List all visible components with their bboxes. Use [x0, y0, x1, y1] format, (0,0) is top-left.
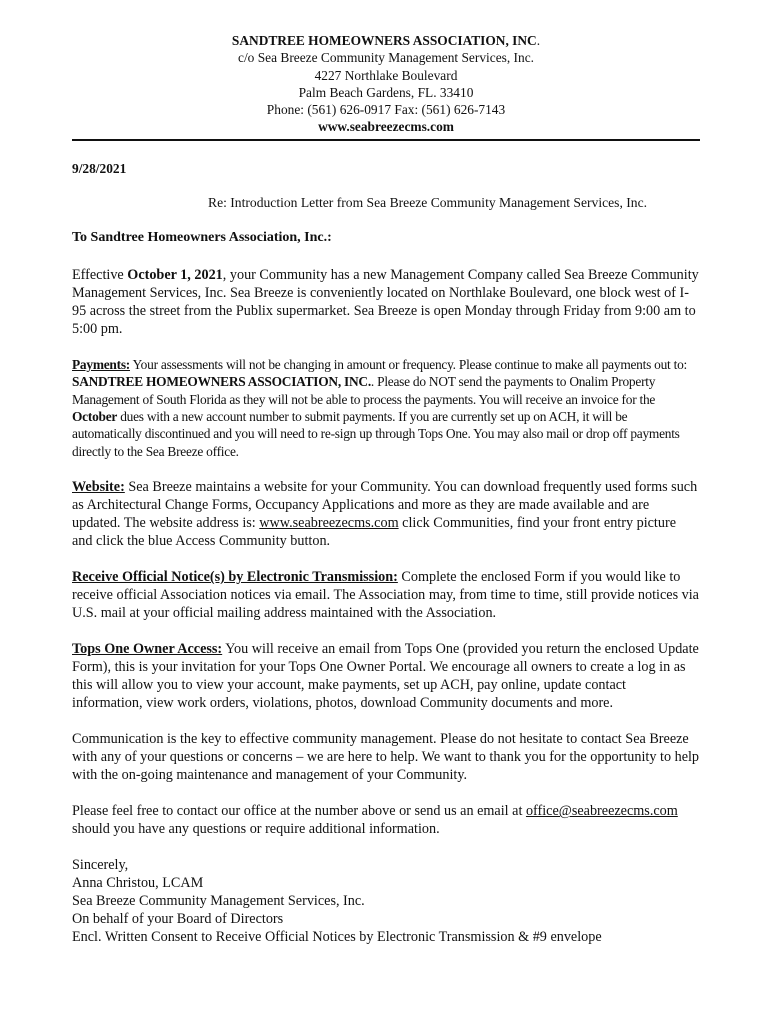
intro-text-1: Effective: [72, 266, 128, 283]
electronic-notice-text: Complete the enclosed Form if you would like to receive official Association notices via email. The Association may, from time to time, still provide notices via U.S. mail at your official mailing address maintained with the Association.: [72, 569, 699, 622]
letter-date: 9/28/2021: [72, 160, 127, 176]
payments-text-3: dues with a new account number to submit payments. If you are currently set up on ACH, it will be automatically discontinued and you will need to re-sign up through Tops One. You may also mail or drop off payments directly to the Sea Breeze office.: [72, 409, 680, 459]
contact-paragraph: [72, 802, 700, 838]
dues-month: October: [72, 409, 118, 424]
communication-paragraph: Communication is the key to effective community management. Please do not hesitate to contact Sea Breeze with any of your questions or concerns – we are here to help. We want to thank you for the opportunity to help with the on-going maintenance and management of your Community.: [72, 731, 700, 784]
street-address: 4227 Northlake Boulevard: [314, 67, 458, 83]
effective-date: October 1, 2021: [127, 266, 223, 283]
tops-one-paragraph: [72, 640, 700, 712]
association-name-period: .: [536, 33, 541, 48]
intro-text-2: , your Community has a new Management Company called Sea Breeze Community Management Services, Inc. Sea Breeze is conveniently located on Northlake Boulevard, one block west of I-95 across the street from the Publix supermarket. Sea Breeze is open Monday through Friday from 9:00 am to 5:00 pm.: [72, 266, 699, 337]
contact-text-1: Please feel free to contact our office at the number above or send us an email at: [72, 803, 526, 820]
phone-fax: Phone: (561) 626-0917 Fax: (561) 626-7143: [266, 102, 506, 118]
letter-closing: [72, 856, 700, 946]
electronic-notice-heading: Receive Official Notice(s) by Electronic Transmission:: [72, 569, 398, 586]
electronic-notice-paragraph: [72, 568, 700, 622]
office-email-link[interactable]: office@seabreezecms.com: [525, 803, 678, 820]
signer-name: Anna Christou, LCAM: [72, 875, 204, 892]
payments-paragraph: [72, 356, 700, 460]
letterhead: [72, 32, 700, 136]
care-of-line: c/o Sea Breeze Community Management Services, Inc.: [238, 50, 534, 66]
on-behalf-line: On behalf of your Board of Directors: [72, 911, 284, 928]
website-text-2: click Communities, find your front entry picture and click the blue Access Community button.: [72, 515, 676, 550]
intro-paragraph: [72, 266, 700, 338]
enclosures-line: Encl. Written Consent to Receive Official Notices by Electronic Transmission & #9 envelope: [72, 929, 602, 946]
payments-text-2: . Please do NOT send the payments to Onalim Property Management of South Florida as they will not be able to process the payments. You will receive an invoice for the: [72, 374, 656, 407]
header-divider: [72, 139, 700, 141]
payee-name: SANDTREE HOMEOWNERS ASSOCIATION, INC.: [72, 374, 371, 390]
website-text-1: Sea Breeze maintains a website for your Community. You can download frequently used forms such as Architectural Change Forms, Occupancy Applications and more as they are made available and are updated. The website address is:: [72, 479, 698, 532]
city-state-zip: Palm Beach Gardens, FL. 33410: [298, 84, 474, 100]
payments-text-1: Your assessments will not be changing in amount or frequency. Please continue to make all payments out to:: [130, 356, 687, 372]
subject-line: Re: Introduction Letter from Sea Breeze Community Management Services, Inc.: [208, 194, 648, 210]
sign-off: Sincerely,: [72, 857, 129, 874]
tops-one-heading: Tops One Owner Access:: [72, 641, 223, 658]
tops-one-text: You will receive an email from Tops One (provided you return the enclosed Update Form), this is your invitation for your Tops One Owner Portal. We encourage all owners to create a log in as this will allow you to view your account, make payments, set up ACH, pay online, update contact information, view work orders, violations, photos, download Community documents and more.: [72, 641, 699, 712]
salutation: To Sandtree Homeowners Association, Inc.:: [72, 229, 332, 245]
website-heading: Website:: [72, 479, 125, 496]
signer-company: Sea Breeze Community Management Services, Inc.: [72, 893, 365, 910]
contact-text-2: should you have any questions or require additional information.: [72, 821, 440, 838]
header-website: www.seabreezecms.com: [318, 119, 454, 135]
letter-page: [72, 32, 700, 946]
payments-heading: Payments:: [72, 356, 130, 372]
website-paragraph: [72, 478, 700, 550]
association-name: SANDTREE HOMEOWNERS ASSOCIATION, INC: [231, 33, 537, 48]
website-link[interactable]: www.seabreezecms.com: [259, 515, 399, 532]
